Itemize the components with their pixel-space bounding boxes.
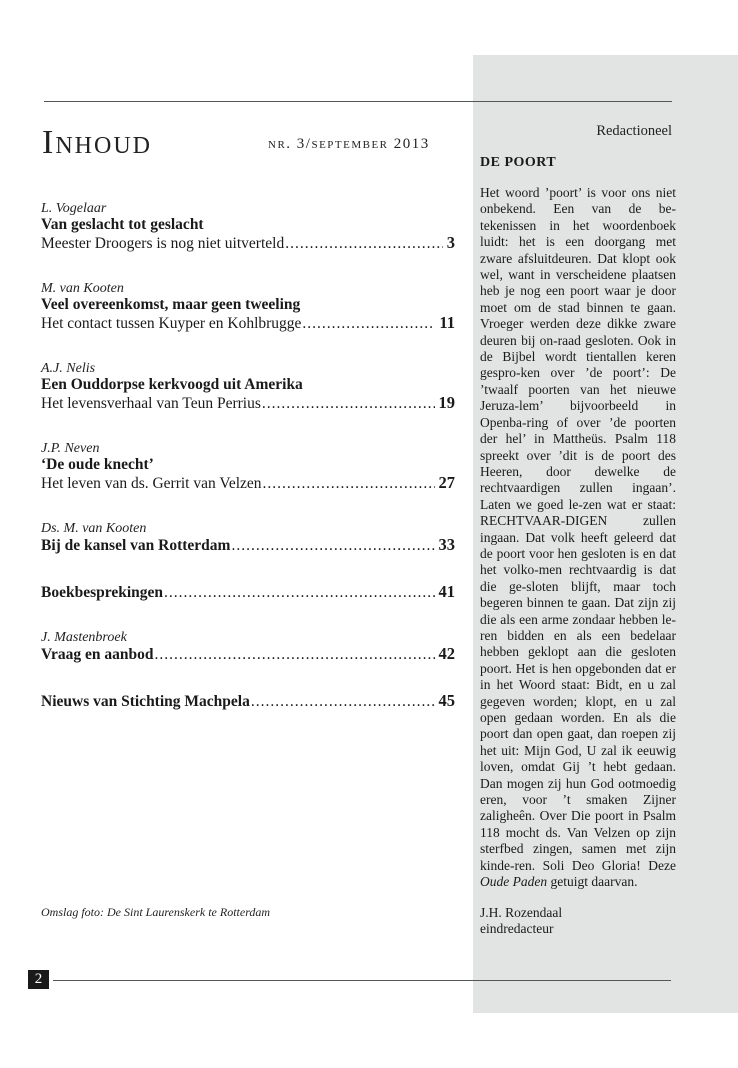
page-number: 2 [28,970,49,989]
toc-title-line [41,583,455,602]
toc-entry[interactable] [41,692,455,711]
cover-photo-caption: Omslag foto: De Sint Laurenskerk te Rotterdam [41,905,271,919]
toc-subtitle-line [41,394,455,413]
page-title: Inhoud [42,124,152,161]
leader-dots [251,693,435,711]
toc-subtitle: Meester Droogers is nog niet uitverteld [41,235,285,252]
toc-title[interactable]: Veel overeenkomst, maar geen tweeling [41,296,301,313]
editorial-text-end: getuigt daarvan. [550,874,638,890]
toc-subtitle-line [41,234,455,253]
toc-entry[interactable] [41,521,455,555]
toc-subtitle-line [41,314,455,333]
editorial-text: Het woord ’poort’ is voor ons niet onbekend. Een van de be-tekenissen in het woordenboek luidt: het is een doorgang met zware afsluitdeuren. Dat klopt ook wel, want in verscheidene plaatsen heb je nog een poort waar je door moet om de stad binnen te gaan. Vroeger werden deze dikke zware deuren bij on-raad gesloten. Ook in de Bijbel wordt tientallen keren gespro-ken over ’de poort’: De ’twaalf poorten van het nieuwe Jeruza-lem’ bijvoorbeeld in Openba-ring of over ’de poorten der hel’ in Mattheüs. Psalm 118 spreekt over ’dit is de poort des Heeren, door dewelke de rechtvaardigen zullen ingaan’. Laten we goed le-zen wat er staat: RECHTVAAR-DIGEN zullen ingaan. Dat volk heeft geleerd dat de poort voor hen gesloten is en dat het volko-men rechtvaardig is dat die ge-sloten blijft, maar toch begeren binnen te gaan. Dat zijn zij die als een arme zondaar hebben le-ren bidden en als een bedelaar hebben geklopt aan die gesloten poort. Het is hen opgebonden dat er in het Woord staat: Bidt, en u zal gegeven worden; klopt, en u zal open gedaan worden. En als die poort dan open gaat, dan roepen zij het uit: Mijn God, U zal ik eeuwig loven, omdat Gij ’t hebt gedaan. Dan mogen zij hun God ootmoedig eren, voor ’t smaken Zijner zaligheên. Over Die poort in Psalm 118 mocht ds. Van Velzen op zijn sterfbed zingen, samen met zijn kinde-ren. Soli Deo Gloria! Deze [480,185,676,873]
toc-title[interactable]: Boekbesprekingen [41,584,164,601]
toc-page-number[interactable]: 19 [438,393,455,412]
leader-dots [231,537,434,555]
toc-title[interactable]: Een Ouddorpse kerkvoogd uit Amerika [41,376,303,393]
toc-page-number[interactable]: 41 [438,582,455,601]
leader-dots [155,646,435,664]
section-label: Redactioneel [596,123,672,139]
toc-title[interactable]: ‘De oude knecht’ [41,456,154,473]
toc-subtitle: Het levensverhaal van Teun Perrius [41,395,261,412]
signature-role: eindredacteur [480,921,554,937]
toc-title-line [41,536,455,555]
toc-page-number[interactable]: 27 [438,473,455,492]
bottom-divider [53,980,671,981]
toc-page-number[interactable]: 42 [438,644,455,663]
toc-title[interactable]: Van geslacht tot geslacht [41,216,204,233]
toc-author: J. Mastenbroek [41,630,127,645]
top-divider [44,101,672,102]
toc-entry[interactable] [41,201,455,253]
editorial-magazine-name: Oude Paden [480,874,548,890]
toc-entry[interactable] [41,441,455,493]
toc-page-number[interactable]: 11 [439,313,455,332]
toc-title-line [41,645,455,664]
toc-page-number[interactable]: 33 [438,535,455,554]
leader-dots [302,315,435,333]
leader-dots [263,475,435,493]
leader-dots [164,584,434,602]
editorial-heading: DE POORT [480,155,557,170]
toc-subtitle: Het contact tussen Kuyper en Kohlbrugge [41,315,302,332]
toc-author: M. van Kooten [41,281,124,296]
signature-name: J.H. Rozendaal [480,905,563,920]
toc-page-number[interactable]: 3 [446,233,455,252]
toc-entry[interactable] [41,361,455,413]
toc-author: A.J. Nelis [41,361,96,376]
toc-title[interactable]: Nieuws van Stichting Machpela [41,693,250,710]
toc-entry[interactable] [41,630,455,664]
leader-dots [285,235,443,253]
toc-title[interactable]: Vraag en aanbod [41,646,154,663]
editorial-body [480,185,676,890]
toc-title-line [41,692,455,711]
toc-author: J.P. Neven [41,441,100,456]
toc-page-number[interactable]: 45 [438,691,455,710]
toc-title[interactable]: Bij de kansel van Rotterdam [41,537,231,554]
toc-entry[interactable] [41,583,455,602]
toc-subtitle: Het leven van ds. Gerrit van Velzen [41,475,262,492]
toc-entry[interactable] [41,281,455,333]
toc-author: L. Vogelaar [41,201,107,216]
toc-subtitle-line [41,474,455,493]
toc-author: Ds. M. van Kooten [41,521,147,536]
leader-dots [262,395,435,413]
editorial-signature [480,905,562,938]
table-of-contents [41,201,455,739]
issue-label: nr. 3/september 2013 [268,136,430,152]
